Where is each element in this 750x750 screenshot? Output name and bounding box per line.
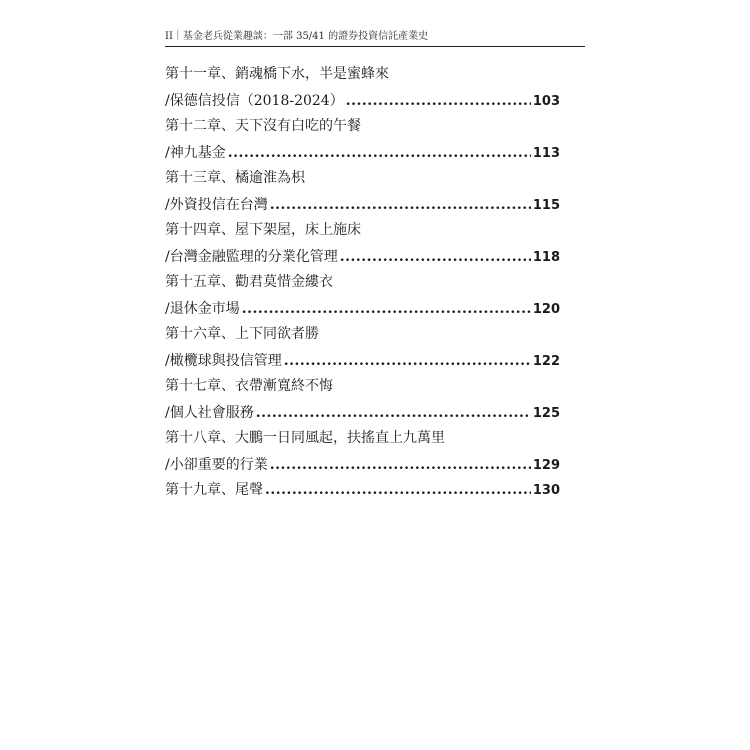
chapter-subtitle-line xyxy=(165,195,560,215)
chapter-subtitle: /個人社會服務 xyxy=(165,405,254,421)
header-rule xyxy=(165,46,585,47)
dot-leader xyxy=(270,455,531,475)
page-number: 122 xyxy=(532,354,560,369)
chapter-subtitle: /台灣金融監理的分業化管理 xyxy=(165,249,338,265)
chapter-subtitle: /保德信投信（2018-2024） xyxy=(165,93,344,109)
chapter-title: 第十八章、大鵬一日同風起，扶搖直上九萬里 xyxy=(165,430,445,446)
chapter-subtitle-line xyxy=(165,143,560,163)
dot-leader xyxy=(346,91,531,111)
chapter-title: 第十二章、天下沒有白吃的午餐 xyxy=(165,118,361,134)
dot-leader xyxy=(340,247,531,267)
page-number: 115 xyxy=(532,198,560,213)
chapter-title: 第十五章、勸君莫惜金縷衣 xyxy=(165,274,333,290)
page-number: 125 xyxy=(532,406,560,421)
chapter-title: 第十一章、銷魂橋下水，半是蜜蜂來 xyxy=(165,66,389,82)
table-of-contents xyxy=(165,64,560,532)
toc-entry-chapter-15[interactable] xyxy=(165,272,560,324)
chapter-subtitle-line xyxy=(165,299,560,319)
chapter-subtitle: /外資投信在台灣 xyxy=(165,197,268,213)
chapter-title-line xyxy=(165,480,560,500)
toc-entry-chapter-12[interactable] xyxy=(165,116,560,168)
chapter-subtitle-line xyxy=(165,455,560,475)
chapter-subtitle-line xyxy=(165,247,560,267)
chapter-title: 第十六章、上下同欲者勝 xyxy=(165,326,319,342)
page-number: 129 xyxy=(532,458,560,473)
chapter-subtitle-line xyxy=(165,91,560,111)
toc-entry-chapter-16[interactable] xyxy=(165,324,560,376)
chapter-subtitle: /神九基金 xyxy=(165,145,226,161)
chapter-subtitle: /橄欖球與投信管理 xyxy=(165,353,282,369)
toc-entry-chapter-13[interactable] xyxy=(165,168,560,220)
toc-entry-chapter-17[interactable] xyxy=(165,376,560,428)
chapter-subtitle: /小卻重要的行業 xyxy=(165,457,268,473)
chapter-subtitle-line xyxy=(165,351,560,371)
chapter-title: 第十四章、屋下架屋，床上施床 xyxy=(165,222,361,238)
dot-leader xyxy=(242,299,531,319)
chapter-title: 第十七章、衣帶漸寬終不悔 xyxy=(165,378,333,394)
dot-leader xyxy=(284,351,531,371)
running-header: II｜基金老兵從業趣談：一部 35/41 的證券投資信託產業史 xyxy=(165,31,429,42)
dot-leader xyxy=(256,403,531,423)
chapter-title: 第十九章、尾聲 xyxy=(165,482,263,498)
toc-entry-chapter-19[interactable] xyxy=(165,480,560,532)
dot-leader xyxy=(270,195,531,215)
toc-entry-chapter-18[interactable] xyxy=(165,428,560,480)
page-number: 118 xyxy=(532,250,560,265)
chapter-subtitle-line xyxy=(165,403,560,423)
chapter-title: 第十三章、橘逾淮為枳 xyxy=(165,170,305,186)
dot-leader xyxy=(265,480,531,500)
chapter-subtitle: /退休金市場 xyxy=(165,301,240,317)
page-number: 103 xyxy=(532,94,560,109)
dot-leader xyxy=(228,143,531,163)
page-number: 113 xyxy=(532,146,560,161)
page-number: 120 xyxy=(532,302,560,317)
toc-entry-chapter-11[interactable] xyxy=(165,64,560,116)
page-number: 130 xyxy=(532,483,560,498)
toc-entry-chapter-14[interactable] xyxy=(165,220,560,272)
